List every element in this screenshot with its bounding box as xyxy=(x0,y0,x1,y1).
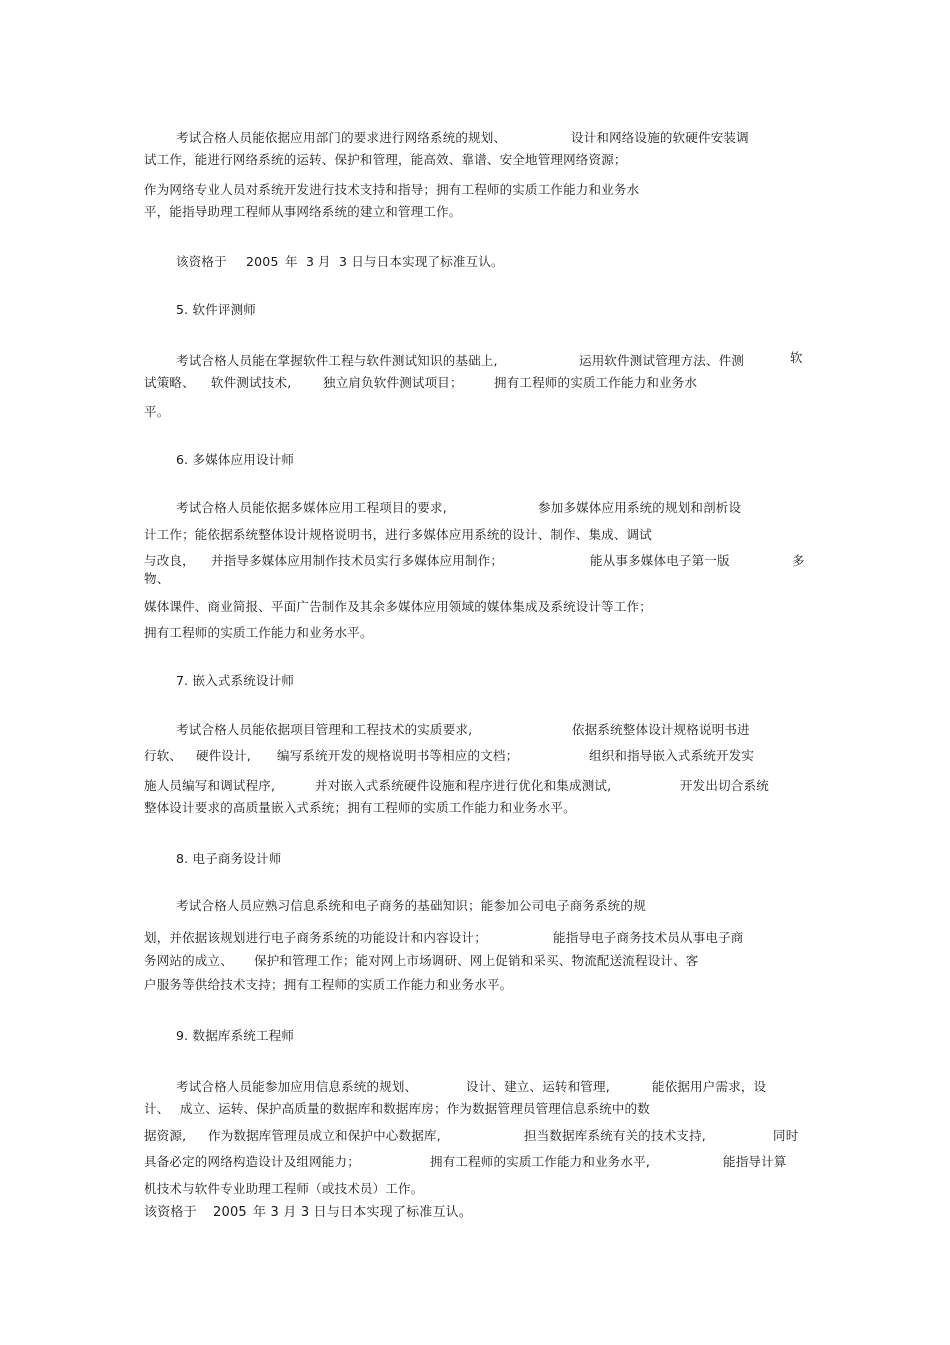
paragraph-line: 机技术与软件专业助理工程师（或技术员）工作。 xyxy=(144,1181,424,1196)
text-fragment: 多 xyxy=(792,553,805,568)
text-fragment: 软件测试技术, xyxy=(211,375,292,390)
text-fragment: 年 3 月 3 日与日本实现了标准互认。 xyxy=(253,1205,473,1220)
text-fragment: 软 xyxy=(790,350,803,365)
section-heading: 6. 多媒体应用设计师 xyxy=(176,452,295,467)
text-fragment: 能指导电子商务技术员从事电子商 xyxy=(553,930,744,945)
text-fragment: 能指导计算 xyxy=(723,1154,787,1169)
paragraph-line: 平，能指导助理工程师从事网络系统的建立和管理工作。 xyxy=(144,204,462,219)
paragraph-line: 平。 xyxy=(144,404,170,419)
section-heading: 9. 数据库系统工程师 xyxy=(176,1028,295,1043)
paragraph-line: 考试合格人员能依据多媒体应用工程项目的要求, xyxy=(176,500,447,515)
text-fragment: 能从事多媒体电子第一版 xyxy=(590,553,730,568)
text-fragment: 划，并依据该规划进行电子商务系统的功能设计和内容设计； xyxy=(144,930,487,945)
text-fragment: 组织和指导嵌入式系统开发实 xyxy=(589,748,755,763)
text-fragment: 能依据用户需求，设 xyxy=(652,1079,767,1094)
text-fragment: 硬件设计, xyxy=(196,748,251,763)
text-fragment: 作为数据库管理员成立和保护中心数据库, xyxy=(208,1128,441,1143)
text-fragment: 该资格于 xyxy=(144,1205,197,1220)
text-fragment: 月 xyxy=(318,254,331,269)
text-fragment: 考试合格人员能参加应用信息系统的规划、 xyxy=(176,1079,418,1094)
text-fragment: 同时 xyxy=(773,1128,799,1143)
section-heading: 5. 软件评测师 xyxy=(176,302,256,317)
section-heading: 8. 电子商务设计师 xyxy=(176,851,282,866)
text-fragment: 计、 xyxy=(144,1101,170,1116)
text-fragment: 该资格于 xyxy=(176,254,227,269)
text-fragment: 施人员编写和调试程序, xyxy=(144,778,276,793)
paragraph-line: 运用软件测试管理方法、件测 xyxy=(579,353,745,368)
text-fragment: 年 xyxy=(285,254,298,269)
section-heading: 7. 嵌入式系统设计师 xyxy=(176,673,295,688)
text-fragment: 设计、建立、运转和管理, xyxy=(466,1079,610,1094)
text-fragment: 开发出切合系统 xyxy=(680,778,769,793)
text-fragment: 成立、运转、保护高质量的数据库和数据库房；作为数据管理员管理信息系统中的数 xyxy=(180,1101,650,1116)
text-fragment: 并指导多媒体应用制作技术员实行多媒体应用制作； xyxy=(211,553,504,568)
paragraph-line: 依据系统整体设计规格说明书进 xyxy=(572,722,750,737)
text-fragment: 担当数据库系统有关的技术支持, xyxy=(524,1128,706,1143)
text-fragment: 据资源, xyxy=(144,1128,187,1143)
paragraph-line: 考试合格人员能依据应用部门的要求进行网络系统的规划、 xyxy=(176,130,507,145)
text-fragment: 拥有工程师的实质工作能力和业务水平, xyxy=(430,1154,651,1169)
paragraph-line: 考试合格人员应熟习信息系统和电子商务的基础知识；能参加公司电子商务系统的规 xyxy=(176,898,646,913)
paragraph-line: 作为网络专业人员对系统开发进行技术支持和指导；拥有工程师的实质工作能力和业务水 xyxy=(144,182,640,197)
paragraph-line: 考试合格人员能在掌握软件工程与软件测试知识的基础上, xyxy=(176,353,498,368)
text-fragment: 3 日与日本实现了标准互认。 xyxy=(339,254,504,269)
text-fragment: 物、 xyxy=(144,571,170,586)
text-fragment: 并对嵌入式系统硬件设施和程序进行优化和集成测试, xyxy=(315,778,612,793)
text-fragment: 2005 xyxy=(246,254,279,269)
paragraph-line: 考试合格人员能依据项目管理和工程技术的实质要求, xyxy=(176,722,473,737)
paragraph-line: 试工作，能进行网络系统的运转、保护和管理，能高效、靠谱、安全地管理网络资源； xyxy=(144,152,627,167)
paragraph-line: 整体设计要求的高质量嵌入式系统；拥有工程师的实质工作能力和业务水平。 xyxy=(144,800,576,815)
paragraph-line: 媒体课件、商业简报、平面广告制作及其余多媒体应用领域的媒体集成及系统设计等工作； xyxy=(144,599,653,614)
text-fragment: 保护和管理工作；能对网上市场调研、网上促销和采买、物流配送流程设计、客 xyxy=(254,953,699,968)
text-fragment: 独立肩负软件测试项目； xyxy=(323,375,463,390)
text-fragment: 编写系统开发的规格说明书等相应的文档； xyxy=(277,748,519,763)
text-fragment: 试策略、 xyxy=(144,375,195,390)
paragraph-line: 参加多媒体应用系统的规划和剖析设 xyxy=(538,500,742,515)
text-fragment: 务网站的成立、 xyxy=(144,953,233,968)
paragraph-line: 户服务等供给技术支持；拥有工程师的实质工作能力和业务水平。 xyxy=(144,977,513,992)
text-fragment: 3 xyxy=(306,254,315,269)
text-fragment: 与改良， xyxy=(144,553,195,568)
text-fragment: 拥有工程师的实质工作能力和业务水 xyxy=(494,375,698,390)
text-fragment: 2005 xyxy=(213,1205,247,1220)
paragraph-line: 设计和网络设施的软硬件安装调 xyxy=(571,130,749,145)
text-fragment: 行软、 xyxy=(144,748,183,763)
paragraph-line: 拥有工程师的实质工作能力和业务水平。 xyxy=(144,625,373,640)
paragraph-line: 计工作；能依据系统整体设计规格说明书，进行多媒体应用系统的设计、制作、集成、调试 xyxy=(144,527,653,542)
text-fragment: 具备必定的网络构造设计及组网能力； xyxy=(144,1154,360,1169)
